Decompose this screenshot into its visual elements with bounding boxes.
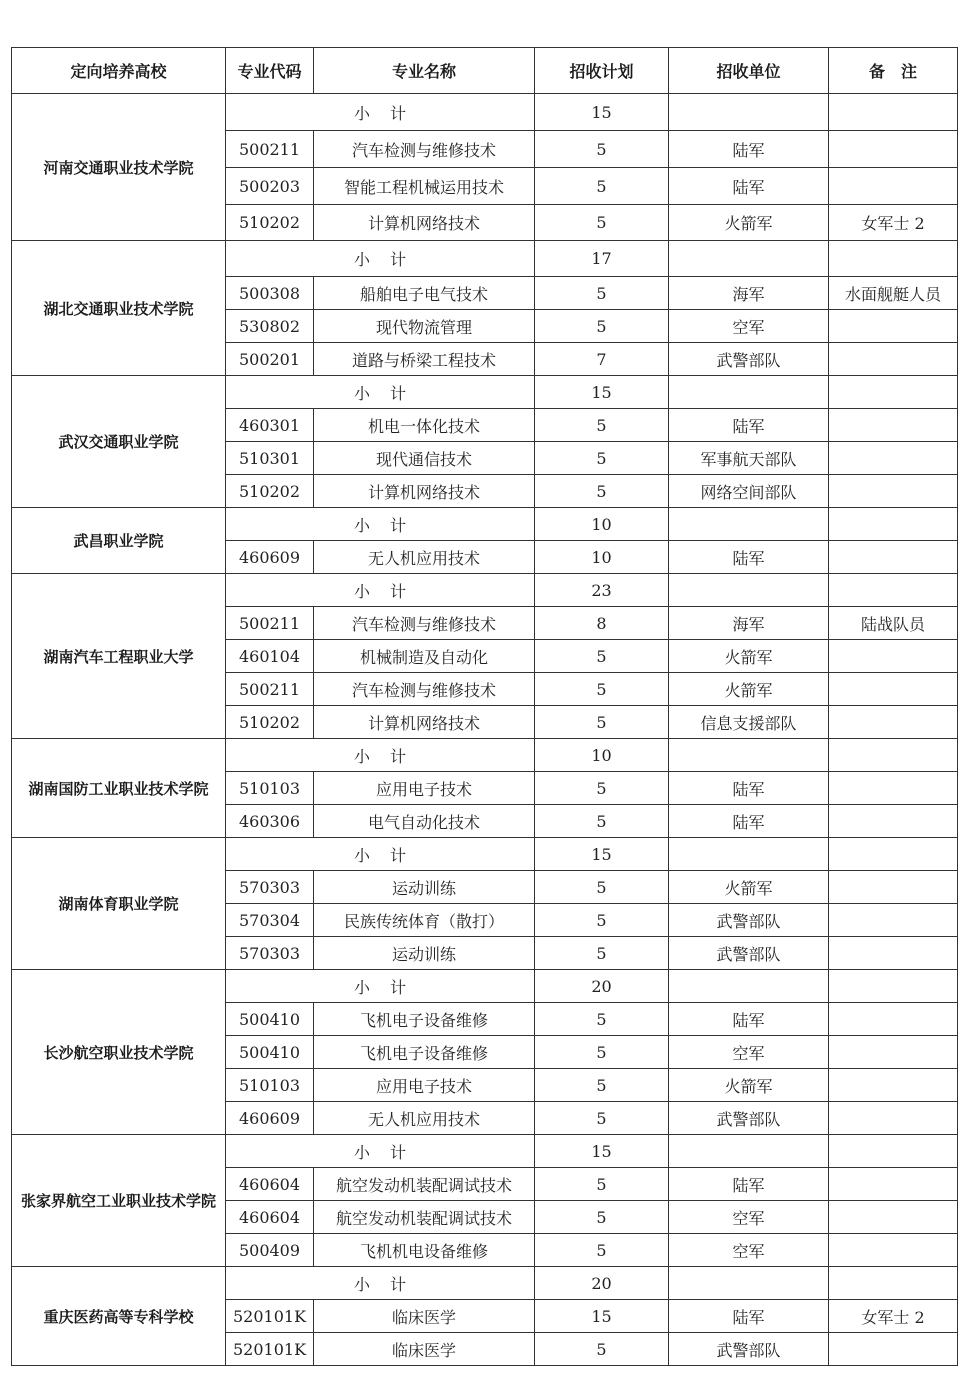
major-code: 510301 [226,442,314,475]
subtotal-label-char: 计 [389,383,406,403]
subtotal-note-empty [829,241,958,277]
school-name: 张家界航空工业职业技术学院 [12,1135,226,1267]
subtotal-note-empty [829,574,958,607]
school-name: 湖北交通职业技术学院 [12,241,226,376]
subtotal-label-char: 计 [389,977,406,997]
subtotal-unit-empty [669,376,829,409]
subtotal-label [226,1135,535,1168]
major-code: 460609 [226,541,314,574]
enroll-plan: 10 [535,541,669,574]
major-code: 460301 [226,409,314,442]
major-name: 船舶电子电气技术 [314,277,535,310]
major-name: 计算机网络技术 [314,706,535,739]
subtotal-value: 23 [535,574,669,607]
note [829,640,958,673]
enroll-unit: 武警部队 [669,937,829,970]
subtotal-value: 15 [535,1135,669,1168]
enroll-unit: 空军 [669,1201,829,1234]
enroll-unit: 武警部队 [669,904,829,937]
note [829,442,958,475]
subtotal-unit-empty [669,970,829,1003]
school-name: 湖南体育职业学院 [12,838,226,970]
enroll-plan: 5 [535,640,669,673]
major-code: 460604 [226,1168,314,1201]
enroll-plan: 5 [535,1003,669,1036]
subtotal-label-char: 计 [389,515,406,535]
subtotal-row [12,574,958,607]
enroll-plan: 5 [535,904,669,937]
note: 陆战队员 [829,607,958,640]
enroll-unit: 陆军 [669,1300,829,1333]
subtotal-label-char: 小 [353,845,370,865]
subtotal-value: 15 [535,376,669,409]
enroll-plan: 5 [535,277,669,310]
enroll-plan: 5 [535,409,669,442]
subtotal-row [12,838,958,871]
note [829,673,958,706]
school-name: 河南交通职业技术学院 [12,94,226,241]
enroll-plan: 5 [535,805,669,838]
school-name: 湖南国防工业职业技术学院 [12,739,226,838]
enroll-unit: 武警部队 [669,343,829,376]
major-code: 500410 [226,1036,314,1069]
enroll-plan: 5 [535,442,669,475]
subtotal-row [12,94,958,131]
major-name: 电气自动化技术 [314,805,535,838]
note: 女军士 2 [829,1300,958,1333]
subtotal-value: 15 [535,838,669,871]
major-code: 530802 [226,310,314,343]
major-name: 应用电子技术 [314,1069,535,1102]
major-name: 应用电子技术 [314,772,535,805]
subtotal-label-char: 小 [353,977,370,997]
subtotal-label-char: 小 [353,103,370,123]
subtotal-label-char: 计 [389,746,406,766]
enroll-unit: 信息支援部队 [669,706,829,739]
note [829,168,958,205]
subtotal-label [226,838,535,871]
major-name: 汽车检测与维修技术 [314,131,535,168]
major-code: 510103 [226,1069,314,1102]
major-code: 520101K [226,1333,314,1366]
subtotal-label-char: 计 [389,1274,406,1294]
subtotal-row [12,241,958,277]
school-name: 武昌职业学院 [12,508,226,574]
major-code: 510202 [226,475,314,508]
note [829,904,958,937]
subtotal-note-empty [829,508,958,541]
subtotal-unit-empty [669,241,829,277]
note [829,937,958,970]
enroll-unit: 陆军 [669,168,829,205]
subtotal-note-empty [829,1135,958,1168]
major-name: 机电一体化技术 [314,409,535,442]
major-code: 500410 [226,1003,314,1036]
major-name: 运动训练 [314,871,535,904]
enroll-unit: 空军 [669,1234,829,1267]
enrollment-table [11,47,958,1366]
major-name: 现代通信技术 [314,442,535,475]
subtotal-value: 10 [535,739,669,772]
major-code: 500211 [226,673,314,706]
subtotal-row [12,376,958,409]
major-name: 航空发动机装配调试技术 [314,1168,535,1201]
major-name: 航空发动机装配调试技术 [314,1201,535,1234]
subtotal-unit-empty [669,1267,829,1300]
subtotal-unit-empty [669,508,829,541]
note [829,1333,958,1366]
note [829,541,958,574]
major-code: 460604 [226,1201,314,1234]
school-name: 武汉交通职业学院 [12,376,226,508]
major-name: 临床医学 [314,1300,535,1333]
enroll-plan: 5 [535,168,669,205]
enroll-plan: 5 [535,205,669,241]
enroll-plan: 5 [535,1201,669,1234]
major-code: 500409 [226,1234,314,1267]
subtotal-unit-empty [669,1135,829,1168]
subtotal-note-empty [829,94,958,131]
subtotal-unit-empty [669,574,829,607]
enroll-unit: 火箭军 [669,1069,829,1102]
note [829,1036,958,1069]
school-name: 长沙航空职业技术学院 [12,970,226,1135]
enroll-unit: 火箭军 [669,205,829,241]
subtotal-value: 20 [535,1267,669,1300]
school-name: 湖南汽车工程职业大学 [12,574,226,739]
major-name: 飞机机电设备维修 [314,1234,535,1267]
major-name: 机械制造及自动化 [314,640,535,673]
major-name: 无人机应用技术 [314,541,535,574]
note [829,805,958,838]
note [829,772,958,805]
major-name: 飞机电子设备维修 [314,1003,535,1036]
major-code: 510202 [226,706,314,739]
subtotal-row [12,1135,958,1168]
enroll-plan: 5 [535,1333,669,1366]
enroll-plan: 8 [535,607,669,640]
enroll-unit: 武警部队 [669,1333,829,1366]
subtotal-label [226,739,535,772]
subtotal-note-empty [829,970,958,1003]
subtotal-value: 17 [535,241,669,277]
subtotal-label [226,970,535,1003]
major-code: 460306 [226,805,314,838]
major-code: 460104 [226,640,314,673]
enroll-unit: 火箭军 [669,871,829,904]
enroll-plan: 5 [535,673,669,706]
enroll-plan: 15 [535,1300,669,1333]
subtotal-row [12,1267,958,1300]
enroll-plan: 5 [535,1036,669,1069]
major-name: 运动训练 [314,937,535,970]
enroll-plan: 5 [535,1234,669,1267]
subtotal-label [226,1267,535,1300]
enroll-plan: 5 [535,1069,669,1102]
major-code: 500211 [226,131,314,168]
enroll-unit: 陆军 [669,772,829,805]
subtotal-unit-empty [669,739,829,772]
major-name: 汽车检测与维修技术 [314,607,535,640]
major-name: 汽车检测与维修技术 [314,673,535,706]
major-name: 无人机应用技术 [314,1102,535,1135]
enroll-plan: 5 [535,131,669,168]
note [829,1102,958,1135]
subtotal-label-char: 计 [389,845,406,865]
enroll-unit: 军事航天部队 [669,442,829,475]
subtotal-note-empty [829,376,958,409]
subtotal-label-char: 小 [353,515,370,535]
major-code: 510103 [226,772,314,805]
subtotal-label-char: 计 [389,250,406,269]
major-code: 570303 [226,937,314,970]
subtotal-label-char: 小 [353,746,370,766]
header-unit: 招收单位 [669,48,829,94]
major-code: 460609 [226,1102,314,1135]
enroll-plan: 5 [535,1168,669,1201]
subtotal-label-char: 小 [353,383,370,403]
enroll-unit: 空军 [669,310,829,343]
header-code: 专业代码 [226,48,314,94]
header-major: 专业名称 [314,48,535,94]
enroll-plan: 7 [535,343,669,376]
subtotal-note-empty [829,1267,958,1300]
major-code: 500211 [226,607,314,640]
enroll-unit: 火箭军 [669,673,829,706]
subtotal-value: 15 [535,94,669,131]
enroll-unit: 海军 [669,277,829,310]
note [829,706,958,739]
enroll-unit: 陆军 [669,131,829,168]
header-plan: 招收计划 [535,48,669,94]
subtotal-value: 10 [535,508,669,541]
header-row [12,48,958,94]
subtotal-label-char: 计 [389,103,406,123]
enroll-unit: 火箭军 [669,640,829,673]
note: 女军士 2 [829,205,958,241]
subtotal-label-char: 小 [353,581,370,601]
header-school: 定向培养高校 [12,48,226,94]
subtotal-row [12,970,958,1003]
major-code: 500203 [226,168,314,205]
subtotal-label-char: 小 [353,1274,370,1294]
subtotal-label-char: 小 [353,250,370,269]
note [829,1003,958,1036]
enroll-unit: 海军 [669,607,829,640]
major-name: 道路与桥梁工程技术 [314,343,535,376]
subtotal-label-char: 小 [353,1142,370,1162]
enroll-plan: 5 [535,706,669,739]
enroll-unit: 陆军 [669,1168,829,1201]
enroll-unit: 空军 [669,1036,829,1069]
subtotal-row [12,508,958,541]
subtotal-row [12,739,958,772]
note [829,1234,958,1267]
header-note: 备 注 [829,48,958,94]
subtotal-unit-empty [669,94,829,131]
subtotal-label [226,574,535,607]
major-code: 500201 [226,343,314,376]
subtotal-label-char: 计 [389,1142,406,1162]
note [829,871,958,904]
enroll-unit: 陆军 [669,409,829,442]
subtotal-label-char: 计 [389,581,406,601]
note [829,1168,958,1201]
major-code: 500308 [226,277,314,310]
enroll-plan: 5 [535,937,669,970]
major-name: 民族传统体育（散打） [314,904,535,937]
subtotal-note-empty [829,838,958,871]
note [829,343,958,376]
enroll-unit: 陆军 [669,541,829,574]
enroll-unit: 陆军 [669,1003,829,1036]
major-code: 570303 [226,871,314,904]
major-code: 570304 [226,904,314,937]
enroll-plan: 5 [535,871,669,904]
major-code: 510202 [226,205,314,241]
subtotal-value: 20 [535,970,669,1003]
note [829,1201,958,1234]
major-name: 现代物流管理 [314,310,535,343]
major-name: 智能工程机械运用技术 [314,168,535,205]
note [829,131,958,168]
note [829,409,958,442]
subtotal-label [226,241,535,277]
enroll-plan: 5 [535,1102,669,1135]
enroll-unit: 武警部队 [669,1102,829,1135]
subtotal-label [226,508,535,541]
note: 水面舰艇人员 [829,277,958,310]
major-name: 临床医学 [314,1333,535,1366]
enroll-plan: 5 [535,475,669,508]
enroll-plan: 5 [535,772,669,805]
subtotal-unit-empty [669,838,829,871]
note [829,475,958,508]
enroll-unit: 陆军 [669,805,829,838]
major-name: 计算机网络技术 [314,205,535,241]
table-body [12,94,958,1366]
subtotal-label [226,94,535,131]
major-name: 飞机电子设备维修 [314,1036,535,1069]
note [829,310,958,343]
note [829,1069,958,1102]
subtotal-note-empty [829,739,958,772]
subtotal-label [226,376,535,409]
major-name: 计算机网络技术 [314,475,535,508]
major-code: 520101K [226,1300,314,1333]
enroll-plan: 5 [535,310,669,343]
school-name: 重庆医药高等专科学校 [12,1267,226,1366]
enroll-unit: 网络空间部队 [669,475,829,508]
